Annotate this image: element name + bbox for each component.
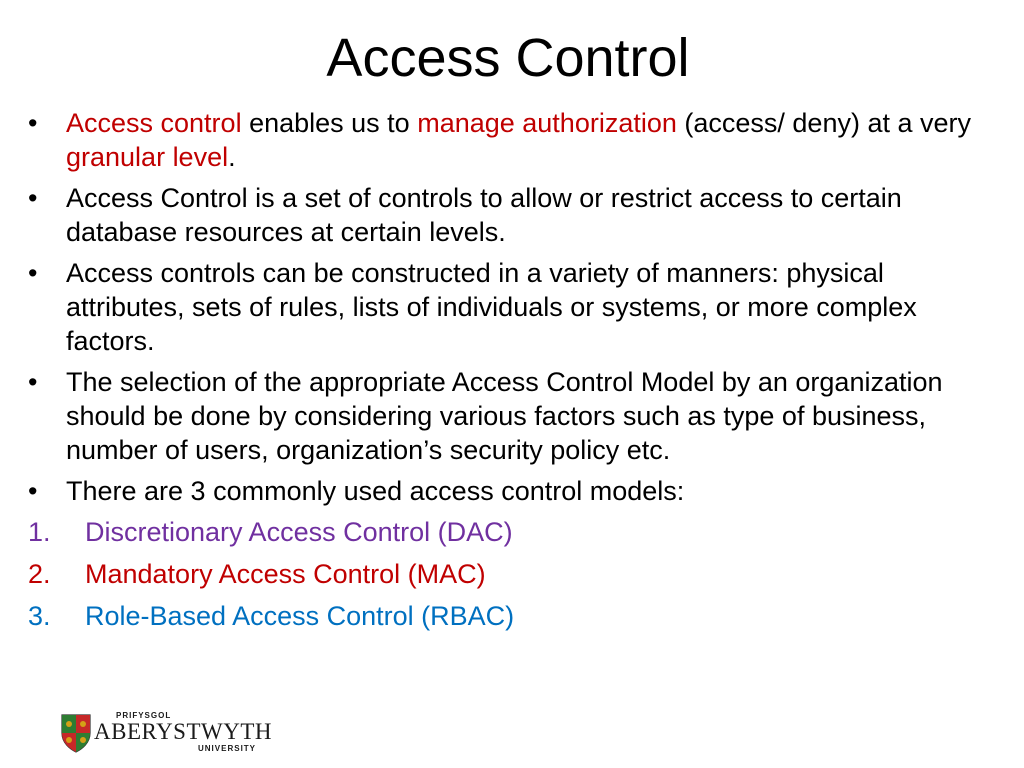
- text-segment: manage authorization: [417, 108, 677, 138]
- bullet-marker: •: [28, 258, 38, 288]
- number-marker: 2.: [28, 559, 51, 589]
- numbered-item-text: Discretionary Access Control (DAC): [85, 517, 513, 547]
- text-segment: Access control: [66, 108, 242, 138]
- bullet-marker: •: [28, 108, 38, 138]
- numbered-item: [28, 515, 998, 549]
- bullet-marker: •: [28, 367, 38, 397]
- text-segment: enables us to: [241, 108, 418, 138]
- bullet-item: [28, 181, 998, 249]
- logo-main-text: ABERYSTWYTH: [94, 719, 272, 744]
- bullet-marker: •: [28, 476, 38, 506]
- bullet-text: [66, 183, 902, 247]
- bullet-item: [28, 256, 998, 358]
- bullet-item: [28, 106, 998, 174]
- numbered-item-text: Mandatory Access Control (MAC): [85, 559, 486, 589]
- bullet-text: [66, 476, 684, 506]
- bullet-text: [66, 108, 971, 172]
- numbered-item: [28, 557, 998, 591]
- logo-top-text: PRIFYSGOL: [116, 711, 172, 720]
- slide-title: Access Control: [326, 28, 690, 88]
- number-marker: 1.: [28, 517, 51, 547]
- slide-content: [28, 106, 998, 641]
- bullet-item: [28, 365, 998, 467]
- text-segment: There are 3 commonly used access control models:: [66, 476, 685, 506]
- bullet-text: [66, 367, 943, 465]
- text-segment: (access/ deny) at a very: [676, 108, 972, 138]
- university-crest-icon: [60, 713, 92, 753]
- bullet-marker: •: [28, 183, 38, 213]
- text-segment: Access Control is a set of controls to allow or restrict access to certain database resources at certain levels.: [66, 183, 902, 247]
- text-segment: granular level: [66, 142, 229, 172]
- text-segment: .: [228, 142, 236, 172]
- bullet-list: [28, 106, 998, 508]
- number-marker: 3.: [28, 601, 51, 631]
- text-segment: Access controls can be constructed in a variety of manners: physical attributes, sets of rules, lists of individuals or systems, or more complex factors.: [66, 258, 917, 356]
- text-segment: The selection of the appropriate Access Control Model by an organization should be done by considering various factors such as type of business, number of users, organization’s security policy etc.: [66, 367, 943, 465]
- numbered-item-text: Role-Based Access Control (RBAC): [85, 601, 515, 631]
- bullet-item: [28, 474, 998, 508]
- logo-bottom-text: UNIVERSITY: [198, 744, 257, 753]
- bullet-text: [66, 258, 917, 356]
- numbered-list: [28, 515, 998, 633]
- university-logo: [60, 711, 272, 757]
- numbered-item: [28, 599, 998, 633]
